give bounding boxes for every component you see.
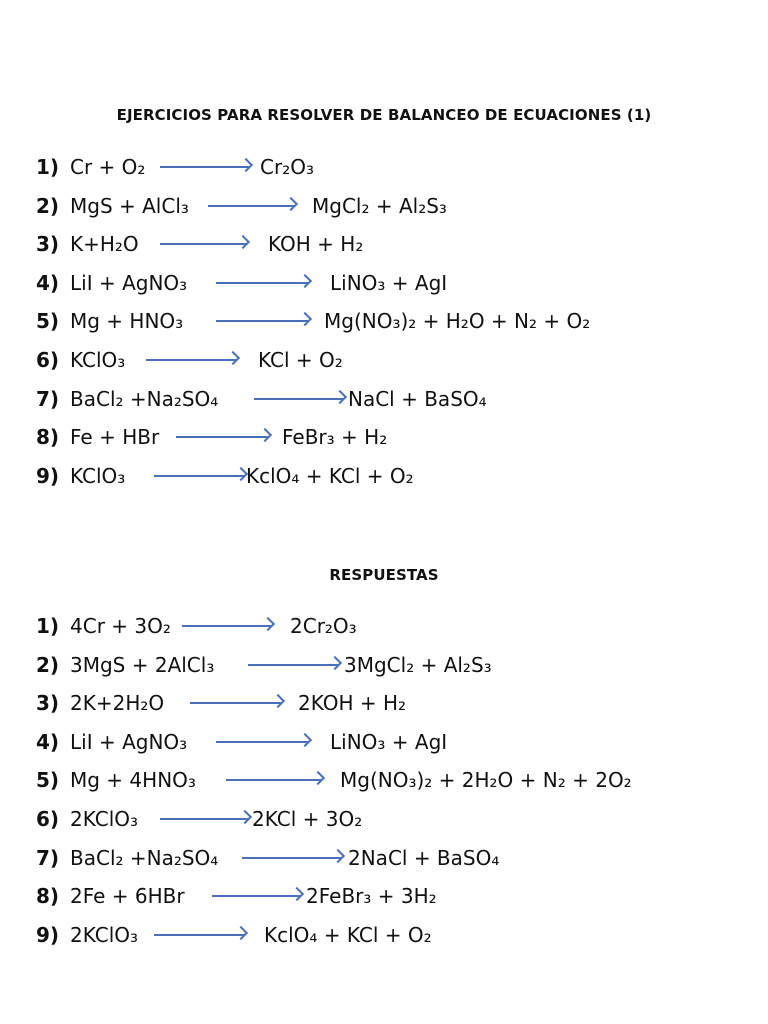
answer-number: 3) — [36, 691, 60, 716]
reaction-arrow-icon — [154, 934, 244, 936]
exercise-reactants: KClO₃ — [70, 347, 126, 372]
answer-row-6 — [36, 800, 756, 839]
answer-row-5 — [36, 761, 756, 800]
answer-reactants: 2KClO₃ — [70, 922, 139, 947]
answer-reactants: 3MgS + 2AlCl₃ — [70, 652, 215, 677]
answer-number: 2) — [36, 652, 60, 677]
exercise-number: 2) — [36, 193, 60, 218]
answer-number: 7) — [36, 845, 60, 870]
answer-number: 9) — [36, 922, 60, 947]
answer-reactants: 2K+2H₂O — [70, 691, 165, 716]
exercise-reactants: KClO₃ — [70, 463, 126, 488]
exercise-row-2 — [36, 187, 756, 226]
reaction-arrow-icon — [160, 166, 249, 168]
exercise-list — [36, 148, 756, 495]
answer-number: 1) — [36, 614, 60, 638]
answer-products: LiNO₃ + AgI — [330, 729, 448, 754]
answer-products: 2FeBr₃ + 3H₂ — [306, 884, 437, 909]
reaction-arrow-icon — [176, 436, 268, 438]
answer-products: 2KOH + H₂ — [298, 691, 407, 716]
exercise-products: NaCl + BaSO₄ — [348, 386, 487, 411]
exercise-reactants: BaCl₂ +Na₂SO₄ — [70, 386, 219, 411]
answer-reactants: Mg + 4HNO₃ — [70, 768, 196, 793]
answer-products: 2NaCl + BaSO₄ — [348, 845, 500, 870]
reaction-arrow-icon — [190, 702, 281, 704]
reaction-arrow-icon — [226, 779, 321, 781]
answer-products: 2Cr₂O₃ — [290, 614, 357, 638]
exercise-number: 4) — [36, 270, 60, 295]
exercise-row-8 — [36, 418, 756, 457]
answer-row-7 — [36, 839, 756, 878]
reaction-arrow-icon — [160, 243, 246, 245]
answer-reactants: BaCl₂ +Na₂SO₄ — [70, 845, 219, 870]
exercise-reactants: LiI + AgNO₃ — [70, 270, 188, 295]
exercise-row-3 — [36, 225, 756, 264]
exercise-reactants: MgS + AlCl₃ — [70, 193, 189, 218]
answer-reactants: LiI + AgNO₃ — [70, 729, 188, 754]
exercise-number: 9) — [36, 463, 60, 488]
exercise-reactants: K+H₂O — [70, 232, 139, 257]
reaction-arrow-icon — [254, 398, 343, 400]
exercise-products: LiNO₃ + AgI — [330, 270, 448, 295]
exercise-products: MgCl₂ + Al₂S₃ — [312, 193, 447, 218]
reaction-arrow-icon — [216, 282, 308, 284]
reaction-arrow-icon — [146, 359, 236, 361]
answer-row-1 — [36, 607, 756, 646]
exercise-number: 7) — [36, 386, 60, 411]
exercise-products: Cr₂O₃ — [260, 155, 314, 179]
answer-number: 6) — [36, 806, 60, 831]
answer-products: 2KCl + 3O₂ — [252, 806, 363, 831]
answer-reactants: 2Fe + 6HBr — [70, 884, 185, 909]
answer-list — [36, 607, 756, 954]
exercise-reactants: Fe + HBr — [70, 425, 160, 450]
answers-title: RESPUESTAS — [329, 566, 439, 584]
answer-number: 5) — [36, 768, 60, 793]
exercise-number: 3) — [36, 232, 60, 257]
reaction-arrow-icon — [248, 664, 338, 666]
answer-reactants: 2KClO₃ — [70, 806, 139, 831]
reaction-arrow-icon — [212, 895, 300, 897]
answer-number: 8) — [36, 884, 60, 909]
exercise-reactants: Mg + HNO₃ — [70, 309, 184, 334]
exercise-row-4 — [36, 264, 756, 303]
answer-row-9 — [36, 916, 756, 955]
exercise-row-7 — [36, 380, 756, 419]
exercise-number: 8) — [36, 425, 60, 450]
answer-row-4 — [36, 723, 756, 762]
exercise-products: FeBr₃ + H₂ — [282, 425, 388, 450]
reaction-arrow-icon — [160, 818, 248, 820]
answer-products: KclO₄ + KCl + O₂ — [264, 922, 432, 947]
reaction-arrow-icon — [216, 741, 308, 743]
exercise-row-9 — [36, 457, 756, 496]
exercise-number: 5) — [36, 309, 60, 334]
answer-products: 3MgCl₂ + Al₂S₃ — [344, 652, 492, 677]
exercise-products: Mg(NO₃)₂ + H₂O + N₂ + O₂ — [324, 309, 591, 334]
exercise-products: KOH + H₂ — [268, 232, 364, 257]
reaction-arrow-icon — [182, 625, 271, 627]
reaction-arrow-icon — [208, 205, 294, 207]
reaction-arrow-icon — [242, 857, 341, 859]
exercise-number: 6) — [36, 347, 60, 372]
exercise-row-1 — [36, 148, 756, 187]
exercise-products: KCl + O₂ — [258, 347, 343, 372]
exercise-products: KclO₄ + KCl + O₂ — [246, 463, 414, 488]
answer-row-2 — [36, 646, 756, 685]
exercise-row-6 — [36, 341, 756, 380]
answer-products: Mg(NO₃)₂ + 2H₂O + N₂ + 2O₂ — [340, 768, 632, 793]
answer-reactants: 4Cr + 3O₂ — [70, 614, 171, 638]
answer-number: 4) — [36, 729, 60, 754]
exercise-row-5 — [36, 302, 756, 341]
answer-row-3 — [36, 684, 756, 723]
answer-row-8 — [36, 877, 756, 916]
exercise-number: 1) — [36, 155, 60, 179]
reaction-arrow-icon — [216, 320, 308, 322]
exercise-reactants: Cr + O₂ — [70, 155, 146, 179]
reaction-arrow-icon — [154, 475, 244, 477]
exercises-title: EJERCICIOS PARA RESOLVER DE BALANCEO DE ECUACIONES (1) — [116, 106, 652, 124]
